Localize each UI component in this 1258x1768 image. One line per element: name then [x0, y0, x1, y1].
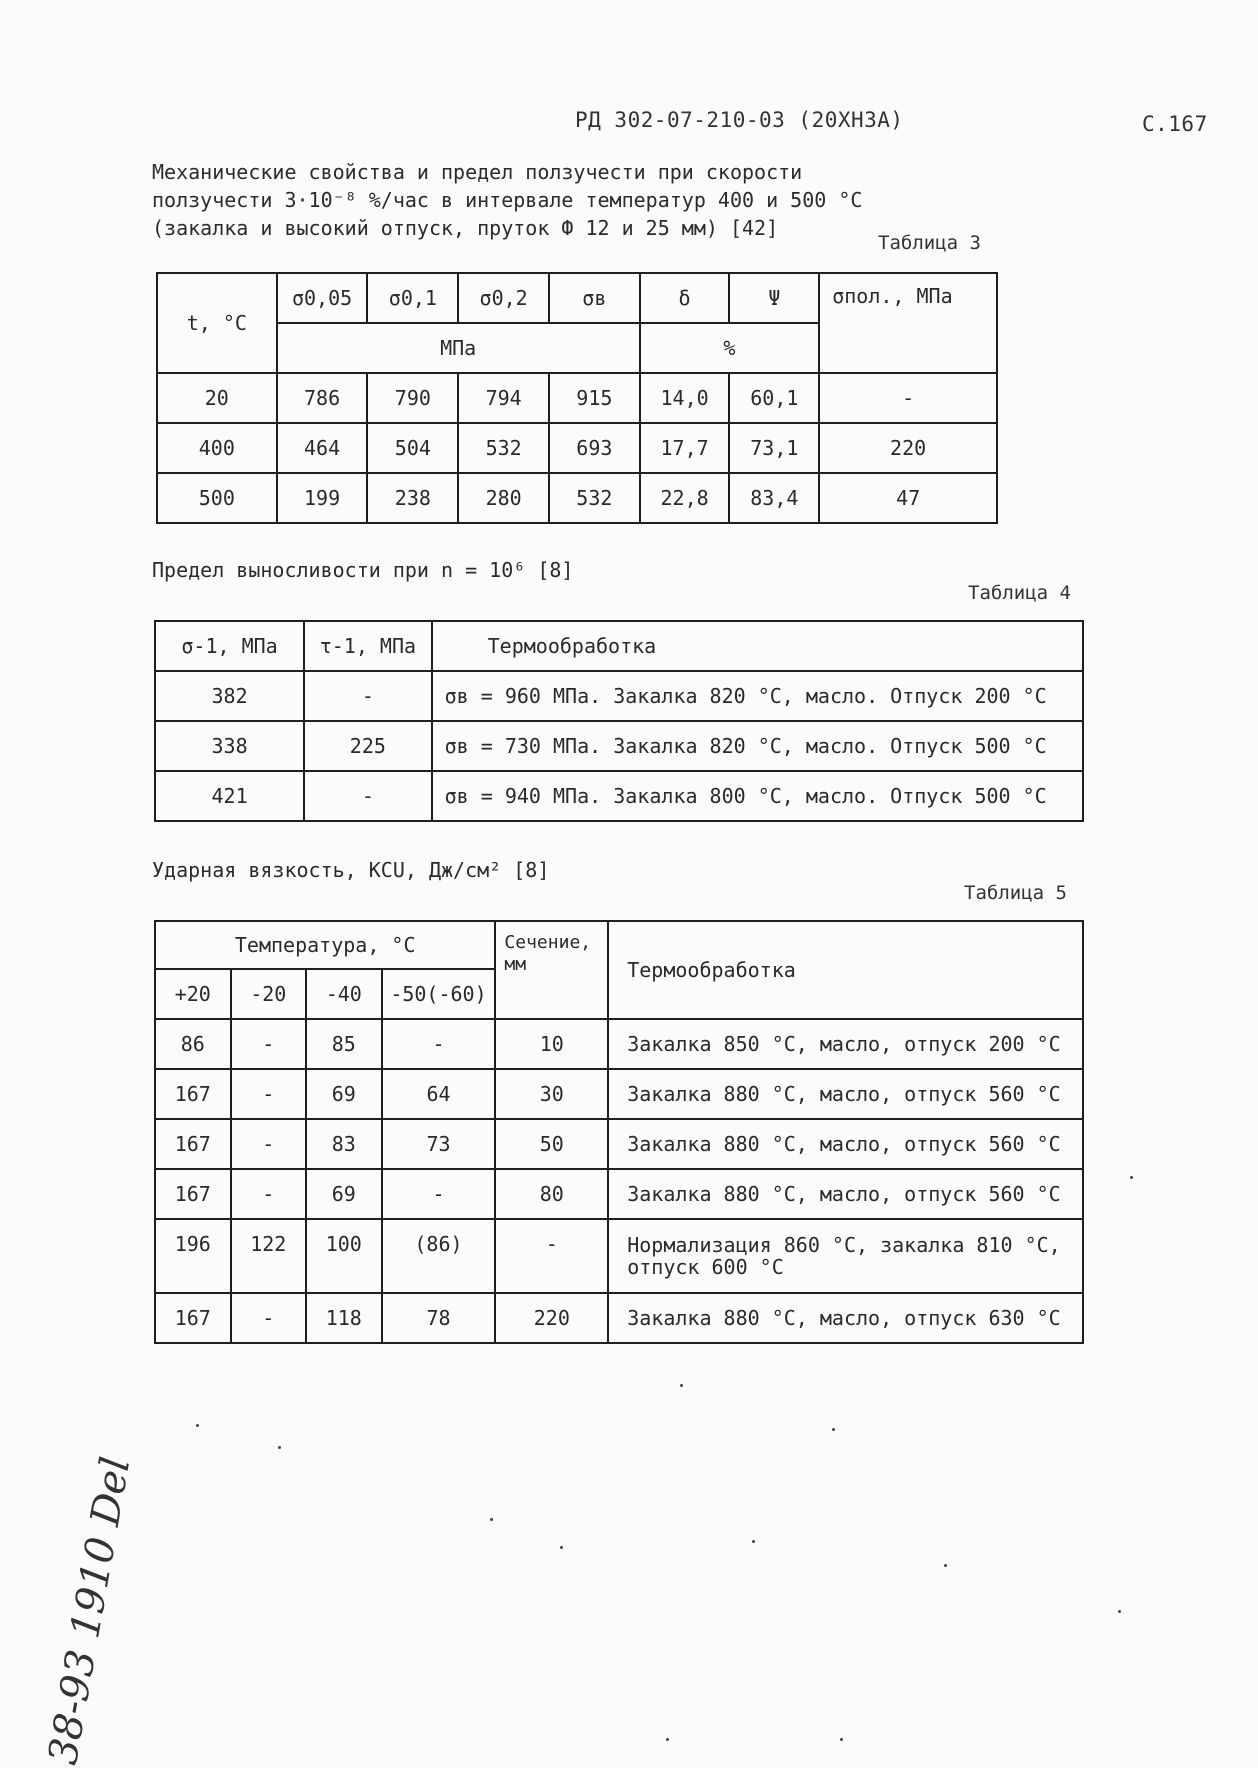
table-cell: Закалка 880 °С, масло, отпуск 560 °С	[608, 1069, 1083, 1119]
table-cell: 60,1	[729, 373, 819, 423]
scan-speck	[752, 1540, 755, 1543]
table-cell: 100	[306, 1219, 382, 1293]
table-cell: 167	[155, 1069, 231, 1119]
table-cell: 915	[549, 373, 640, 423]
col-header-sigma005: σ0,05	[277, 273, 368, 323]
table-cell: -	[304, 771, 432, 821]
col-header-temp: t, °С	[157, 273, 277, 373]
scan-speck	[666, 1738, 669, 1741]
table4-label: Таблица 4	[968, 582, 1071, 604]
table-cell: 693	[549, 423, 640, 473]
col-header-temperature: Температура, °С	[155, 921, 495, 969]
table-cell: 78	[382, 1293, 496, 1343]
table-cell: -	[231, 1119, 307, 1169]
col-header-section: Сечение, мм	[495, 921, 608, 1019]
table3-label: Таблица 3	[878, 232, 981, 254]
table-cell: 338	[155, 721, 304, 771]
table-row	[155, 671, 1083, 721]
table-cell: 86	[155, 1019, 231, 1069]
table-cell: 220	[819, 423, 997, 473]
table-row	[155, 1219, 1083, 1293]
table-cell: 196	[155, 1219, 231, 1293]
col-header-sigma-1: σ-1, МПа	[155, 621, 304, 671]
scan-speck	[944, 1564, 947, 1567]
table-cell: 532	[458, 423, 549, 473]
table-cell: -	[231, 1069, 307, 1119]
table-cell: 83,4	[729, 473, 819, 523]
scan-speck	[840, 1738, 843, 1741]
table-cell: 30	[495, 1069, 608, 1119]
temp-minus50: -50(-60)	[382, 969, 496, 1019]
table-header-row	[155, 621, 1083, 671]
temp-minus40: -40	[306, 969, 382, 1019]
scan-speck	[196, 1424, 199, 1427]
table-header-row	[155, 921, 1083, 969]
table-cell: 220	[495, 1293, 608, 1343]
caption-line: Механические свойства и предел ползучести при скорости	[152, 160, 803, 184]
table-cell: σв = 730 МПа. Закалка 820 °С, масло. Отпуск 500 °С	[432, 721, 1083, 771]
unit-percent: %	[640, 323, 820, 373]
table-cell: 504	[367, 423, 458, 473]
table-cell: 73,1	[729, 423, 819, 473]
temp-minus20: -20	[231, 969, 307, 1019]
table-cell: Закалка 880 °С, масло, отпуск 560 °С	[608, 1169, 1083, 1219]
scan-speck	[1130, 1176, 1133, 1179]
table-cell: 20	[157, 373, 277, 423]
table-cell: 85	[306, 1019, 382, 1069]
table3-caption	[152, 158, 862, 242]
table-cell: 225	[304, 721, 432, 771]
table-cell: 69	[306, 1069, 382, 1119]
table-cell: -	[304, 671, 432, 721]
table-cell: 47	[819, 473, 997, 523]
table-cell: -	[382, 1019, 496, 1069]
table4-caption: Предел выносливости при n = 10⁶ [8]	[152, 558, 574, 582]
table-cell: 382	[155, 671, 304, 721]
table-cell: -	[382, 1169, 496, 1219]
table-cell: 167	[155, 1169, 231, 1219]
table-cell: (86)	[382, 1219, 496, 1293]
caption-line: (закалка и высокий отпуск, пруток Ф 12 и 25 мм) [42]	[152, 216, 779, 240]
table-row	[155, 771, 1083, 821]
scan-speck	[1118, 1610, 1121, 1613]
table-cell: Нормализация 860 °С, закалка 810 °С, отпуск 600 °С	[608, 1219, 1083, 1293]
table-header-row	[157, 273, 997, 323]
table-cell: 794	[458, 373, 549, 423]
col-header-tau-1: τ-1, МПа	[304, 621, 432, 671]
table-cell: 167	[155, 1293, 231, 1343]
table-row	[155, 1019, 1083, 1069]
table-cell: 464	[277, 423, 368, 473]
scan-speck	[680, 1384, 683, 1387]
document-code: РД 302-07-210-03 (20ХН3А)	[575, 108, 904, 132]
table-cell: 10	[495, 1019, 608, 1069]
handwritten-note: 38-93 1910 Del	[40, 1453, 140, 1768]
col-header-psi: Ψ	[729, 273, 819, 323]
table-cell: Закалка 880 °С, масло, отпуск 630 °С	[608, 1293, 1083, 1343]
table-cell: 238	[367, 473, 458, 523]
table-row	[155, 1119, 1083, 1169]
table-row	[157, 473, 997, 523]
table-row	[155, 1169, 1083, 1219]
table-cell: 790	[367, 373, 458, 423]
table-cell: 421	[155, 771, 304, 821]
table-cell: 786	[277, 373, 368, 423]
table-cell: -	[231, 1169, 307, 1219]
mechanical-properties-table	[156, 272, 998, 524]
col-header-sigma01: σ0,1	[367, 273, 458, 323]
table-cell: 64	[382, 1069, 496, 1119]
table-cell: -	[495, 1219, 608, 1293]
page-number: С.167	[1142, 112, 1208, 136]
col-header-treatment: Термообработка	[432, 621, 1083, 671]
caption-line: ползучести 3·10⁻⁸ %/час в интервале температур 400 и 500 °С	[152, 188, 863, 212]
table-row	[155, 1293, 1083, 1343]
col-header-sigma-b: σв	[549, 273, 640, 323]
table-row	[157, 423, 997, 473]
table-cell: 17,7	[640, 423, 730, 473]
unit-mpa: МПа	[277, 323, 640, 373]
impact-toughness-table	[154, 920, 1084, 1344]
col-header-delta: δ	[640, 273, 730, 323]
table-cell: Закалка 850 °С, масло, отпуск 200 °С	[608, 1019, 1083, 1069]
temp-plus20: +20	[155, 969, 231, 1019]
table-cell: σв = 940 МПа. Закалка 800 °С, масло. Отпуск 500 °С	[432, 771, 1083, 821]
table-cell: 73	[382, 1119, 496, 1169]
scan-speck	[278, 1446, 281, 1449]
table-cell: 80	[495, 1169, 608, 1219]
table-cell: 199	[277, 473, 368, 523]
table-cell: 118	[306, 1293, 382, 1343]
col-header-creep-limit: σпол., МПа	[819, 273, 997, 373]
scan-speck	[490, 1518, 493, 1521]
table-cell: 69	[306, 1169, 382, 1219]
table-cell: 83	[306, 1119, 382, 1169]
col-header-sigma02: σ0,2	[458, 273, 549, 323]
table-cell: 167	[155, 1119, 231, 1169]
table-cell: -	[819, 373, 997, 423]
table-cell: -	[231, 1019, 307, 1069]
table-cell: 22,8	[640, 473, 730, 523]
table5-caption: Ударная вязкость, KCU, Дж/см² [8]	[152, 858, 550, 882]
table-cell: Закалка 880 °С, масло, отпуск 560 °С	[608, 1119, 1083, 1169]
table-cell: 532	[549, 473, 640, 523]
endurance-limit-table	[154, 620, 1084, 822]
table-cell: 280	[458, 473, 549, 523]
table-cell: 14,0	[640, 373, 730, 423]
table-cell: -	[231, 1293, 307, 1343]
scan-speck	[560, 1546, 563, 1549]
table5-label: Таблица 5	[964, 882, 1067, 904]
table-cell: σв = 960 МПа. Закалка 820 °С, масло. Отпуск 200 °С	[432, 671, 1083, 721]
table-row	[155, 1069, 1083, 1119]
scan-speck	[832, 1428, 835, 1431]
table-cell: 50	[495, 1119, 608, 1169]
table-cell: 500	[157, 473, 277, 523]
table-cell: 122	[231, 1219, 307, 1293]
col-header-treatment: Термообработка	[608, 921, 1083, 1019]
table-cell: 400	[157, 423, 277, 473]
table-row	[155, 721, 1083, 771]
table-row	[157, 373, 997, 423]
